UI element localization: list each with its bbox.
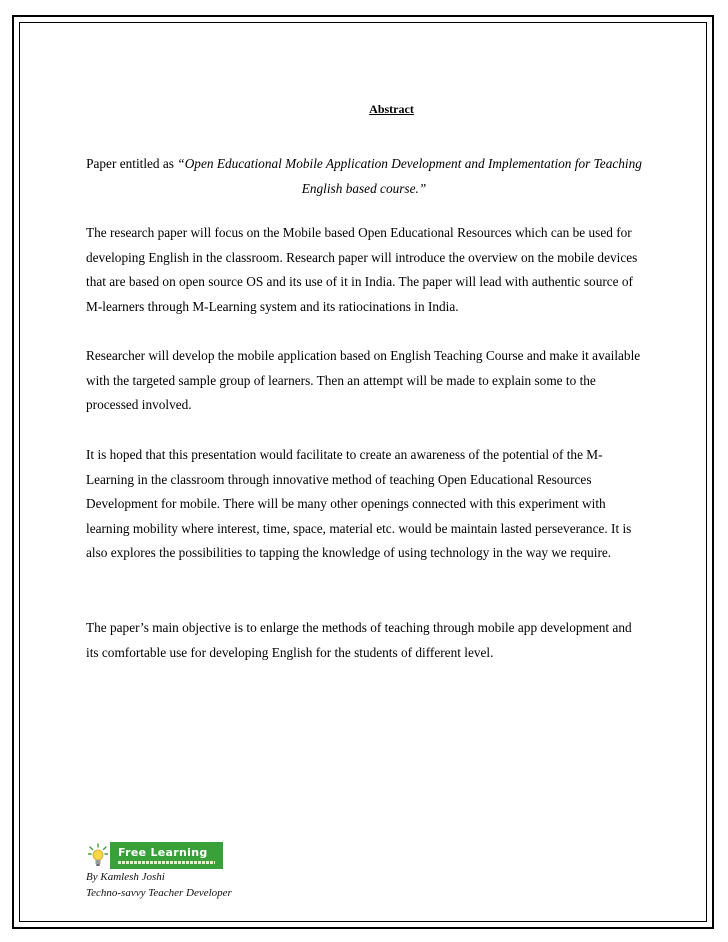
author-title: Techno-savvy Teacher Developer (86, 887, 232, 899)
logo-banner (110, 842, 223, 869)
author-name: By Kamlesh Joshi (86, 871, 165, 883)
abstract-paragraph-4: The paper’s main objective is to enlarge the methods of teaching through mobile app development and its comfortable use for developing English for the students of different level. (86, 620, 632, 660)
paper-title-line (86, 151, 642, 201)
abstract-paragraph-2: Researcher will develop the mobile application based on English Teaching Course and make it available with the targeted sample group of learners. Then an attempt will be made to explain some to the processed involved. (86, 348, 641, 412)
intro-prefix: Paper entitled as (86, 156, 178, 171)
abstract-paragraph-3: It is hoped that this presentation would facilitate to create an awareness of the potential of the M-Learning in the classroom through innovative method of teaching Open Educational Resources Development for mobile. There will be many other openings connected with this experiment with learning mobility where interest, time, space, material etc. would be maintain lasted perseverance. It is also explores the possibilities to tapping the knowledge of using technology in the way we require. (86, 447, 632, 560)
author-block (86, 869, 232, 901)
logo-text: Free Learning (118, 846, 208, 859)
lightbulb-icon (86, 842, 110, 869)
free-learning-logo (86, 842, 223, 869)
abstract-heading: Abstract (369, 102, 414, 116)
abstract-paragraph-1: The research paper will focus on the Mobile based Open Educational Resources which can be used for developing English in the classroom. Research paper will introduce the overview on the mobile devices that are based on open source OS and its use of it in India. The paper will lead with authentic source of M-learners through M-Learning system and its ratiocinations in India. (86, 225, 638, 314)
logo-tagline-strip (118, 861, 215, 864)
paper-title: “Open Educational Mobile Application Development and Implementation for Teaching English based course.” (177, 156, 642, 196)
